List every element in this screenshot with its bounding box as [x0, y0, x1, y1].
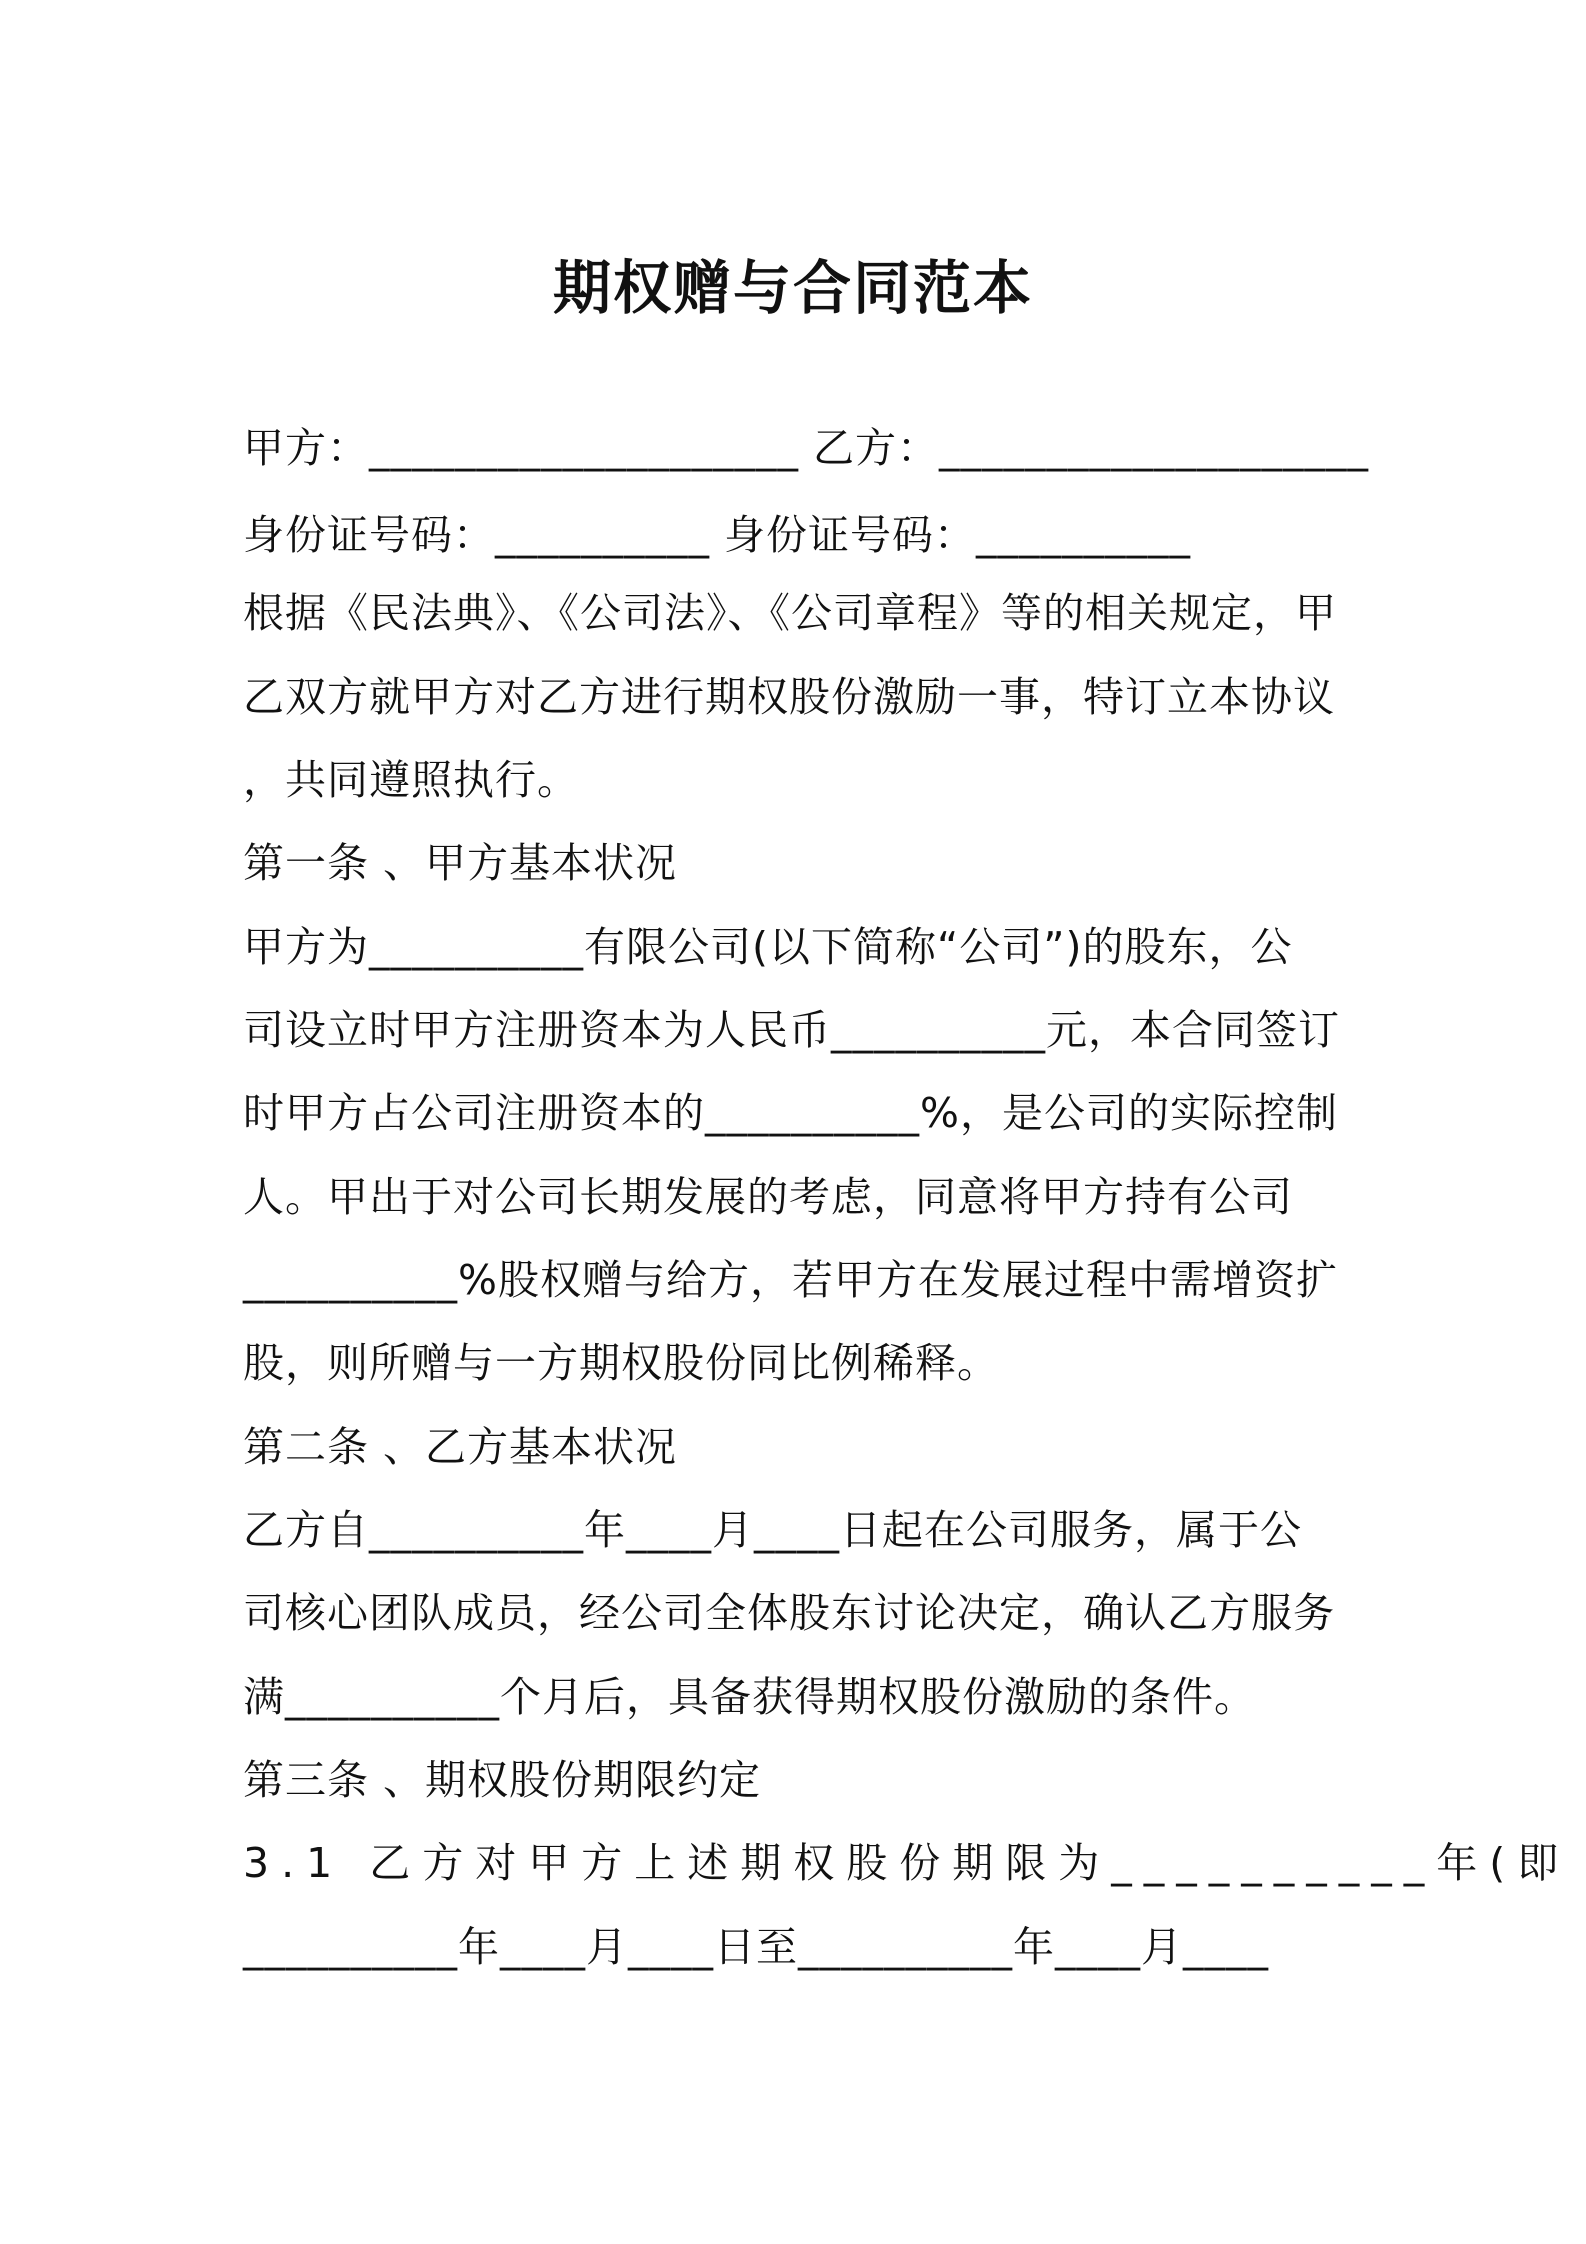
party-line: 甲方：____________________ 乙方：____________________: [243, 424, 1370, 472]
section-heading: 第二条 、乙方基本状况: [243, 1423, 678, 1471]
section-heading: 第三条 、期权股份期限约定: [243, 1756, 762, 1804]
body-line: 甲方为__________有限公司(以下简称“公司”)的股东，公: [243, 923, 1293, 971]
body-line: __________年____月____日至__________年____月____: [243, 1923, 1269, 1971]
body-line: 乙方自__________年____月____日起在公司服务，属于公: [243, 1506, 1302, 1554]
body-line: __________%股权赠与给方，若甲方在发展过程中需增资扩: [243, 1256, 1338, 1304]
id-number-line: 身份证号码：__________ 身份证号码：__________: [243, 511, 1192, 559]
body-line: 乙双方就甲方对乙方进行期权股份激励一事，特订立本协议: [243, 673, 1335, 721]
body-line: 时甲方占公司注册资本的__________%，是公司的实际控制: [243, 1089, 1338, 1137]
page-title: 期权赠与合同范本: [552, 254, 1033, 322]
body-line: ，共同遵照执行。: [243, 756, 579, 804]
body-line: 司核心团队成员，经公司全体股东讨论决定，确认乙方服务: [243, 1589, 1335, 1637]
body-line: 满__________个月后，具备获得期权股份激励的条件。: [243, 1673, 1256, 1721]
body-line: 人。甲出于对公司长期发展的考虑，同意将甲方持有公司: [243, 1173, 1293, 1221]
body-line: 根据《民法典》、《公司法》、《公司章程》等的相关规定，甲: [243, 589, 1337, 637]
body-line: 3.1 乙方对甲方上述期权股份期限为__________年(即: [243, 1839, 1571, 1887]
section-heading: 第一条 、甲方基本状况: [243, 839, 678, 887]
body-line: 股，则所赠与一方期权股份同比例稀释。: [243, 1339, 999, 1387]
body-line: 司设立时甲方注册资本为人民币__________元，本合同签订: [243, 1006, 1340, 1054]
